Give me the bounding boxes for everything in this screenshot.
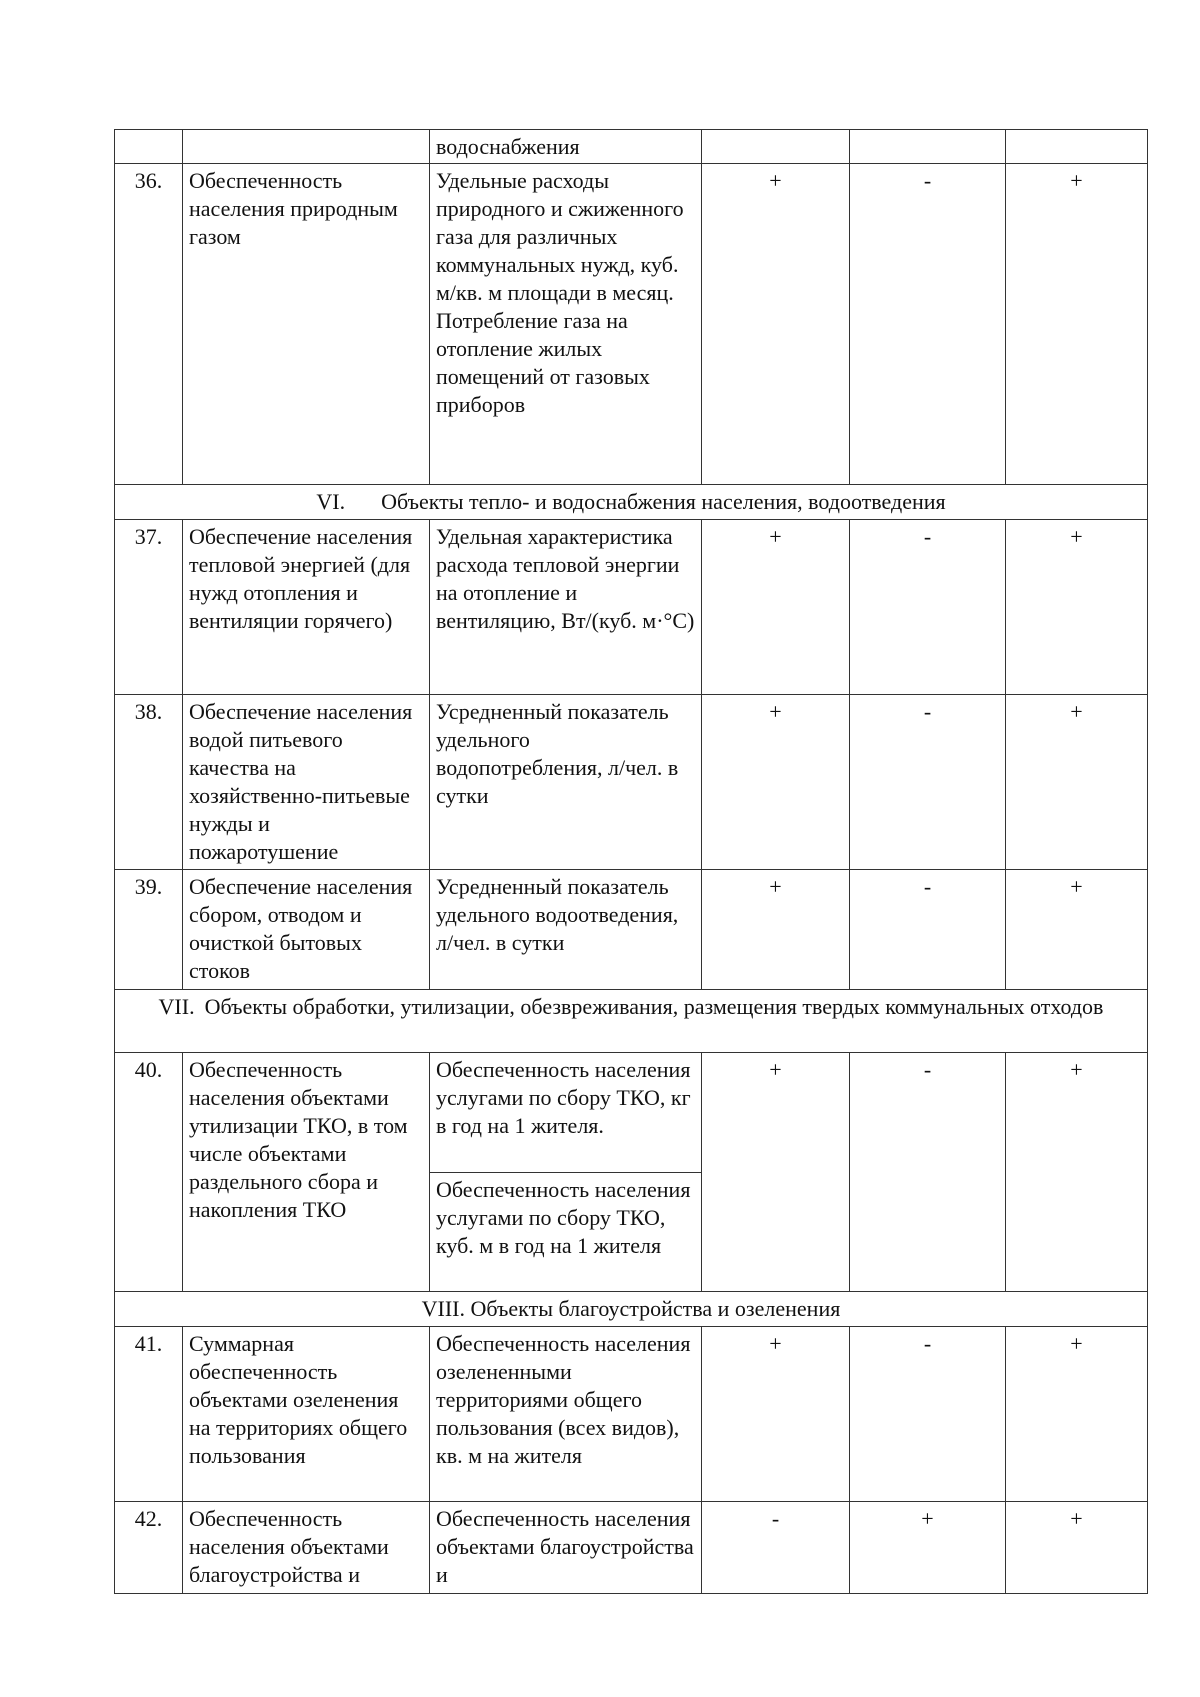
section-title: Объекты обработки, утилизации, обезвреживания, размещения твердых коммунальных отходов	[204, 994, 1104, 1019]
cell-mark-3: +	[1006, 1502, 1148, 1594]
cell-mark-3	[1006, 130, 1148, 164]
cell-mark-2: -	[850, 1327, 1006, 1502]
cell-indicator: Удельная характеристика расхода тепловой энергии на отопление и вентиляцию, Вт/(куб. м·°С)	[430, 520, 702, 695]
cell-mark-1: +	[702, 520, 850, 695]
cell-num: 40.	[115, 1053, 183, 1292]
cell-num: 41.	[115, 1327, 183, 1502]
table-row-40	[115, 1053, 1148, 1173]
table-row-38	[115, 695, 1148, 870]
table-row-42	[115, 1502, 1148, 1594]
cell-name: Обеспеченность населения природным газом	[183, 164, 430, 485]
cell-indicator: Обеспеченность населения озелененными территориями общего пользования (всех видов), кв. м на жителя	[430, 1327, 702, 1502]
indicators-table	[114, 129, 1148, 1594]
cell-mark-3: +	[1006, 695, 1148, 870]
indicator-paragraph: Потребление газа на отопление жилых помещений от газовых приборов	[436, 308, 650, 417]
indicator-paragraph: Удельные расходы природного и сжиженного газа для различных коммунальных нужд, куб. м/кв. м площади в месяц.	[436, 168, 684, 305]
cell-indicator: Обеспеченность населения услугами по сбору ТКО, куб. м в год на 1 жителя	[430, 1173, 702, 1292]
section-number: VII.	[158, 994, 195, 1019]
cell-mark-1: +	[702, 695, 850, 870]
section-heading	[115, 990, 1148, 1053]
cell-mark-3: +	[1006, 870, 1148, 990]
cell-name: Обеспеченность населения объектами утилизации ТКО, в том числе объектами раздельного сбора и накопления ТКО	[183, 1053, 430, 1292]
cell-mark-1	[702, 130, 850, 164]
cell-mark-3: +	[1006, 1053, 1148, 1292]
cell-mark-2: -	[850, 1053, 1006, 1292]
cell-mark-2: +	[850, 1502, 1006, 1594]
table-row-37	[115, 520, 1148, 695]
cell-name	[183, 130, 430, 164]
cell-name: Суммарная обеспеченность объектами озеленения на территориях общего пользования	[183, 1327, 430, 1502]
cell-name: Обеспечение населения водой питьевого качества на хозяйственно-питьевые нужды и пожаротушение	[183, 695, 430, 870]
cell-num: 39.	[115, 870, 183, 990]
cell-name: Обеспечение населения тепловой энергией (для нужд отопления и вентиляции горячего)	[183, 520, 430, 695]
cell-indicator: Усредненный показатель удельного водоотведения, л/чел. в сутки	[430, 870, 702, 990]
section-row-vii	[115, 990, 1148, 1053]
cell-indicator: Обеспеченность населения объектами благоустройства и	[430, 1502, 702, 1594]
section-heading	[115, 485, 1148, 520]
cell-mark-3: +	[1006, 164, 1148, 485]
cell-mark-1: +	[702, 1053, 850, 1292]
section-number: VI.	[316, 489, 346, 514]
cell-indicator	[430, 164, 702, 485]
table-row-continuation	[115, 130, 1148, 164]
cell-num	[115, 130, 183, 164]
cell-mark-1: -	[702, 1502, 850, 1594]
cell-num: 37.	[115, 520, 183, 695]
section-heading: VIII. Объекты благоустройства и озеленения	[115, 1292, 1148, 1327]
cell-mark-1: +	[702, 164, 850, 485]
cell-mark-1: +	[702, 1327, 850, 1502]
cell-mark-3: +	[1006, 1327, 1148, 1502]
cell-num: 36.	[115, 164, 183, 485]
section-row-vi	[115, 485, 1148, 520]
table-row-39	[115, 870, 1148, 990]
cell-num: 38.	[115, 695, 183, 870]
table-row-36	[115, 164, 1148, 485]
cell-mark-1: +	[702, 870, 850, 990]
cell-mark-3: +	[1006, 520, 1148, 695]
cell-name: Обеспечение населения сбором, отводом и очисткой бытовых стоков	[183, 870, 430, 990]
cell-name: Обеспеченность населения объектами благоустройства и	[183, 1502, 430, 1594]
section-row-viii	[115, 1292, 1148, 1327]
cell-mark-2: -	[850, 520, 1006, 695]
table-row-41	[115, 1327, 1148, 1502]
cell-num: 42.	[115, 1502, 183, 1594]
cell-indicator: Усредненный показатель удельного водопотребления, л/чел. в сутки	[430, 695, 702, 870]
cell-mark-2: -	[850, 870, 1006, 990]
cell-mark-2: -	[850, 164, 1006, 485]
cell-mark-2: -	[850, 695, 1006, 870]
cell-indicator: Обеспеченность населения услугами по сбору ТКО, кг в год на 1 жителя.	[430, 1053, 702, 1173]
section-title: Объекты тепло- и водоснабжения населения, водоотведения	[381, 489, 946, 514]
cell-indicator: водоснабжения	[430, 130, 702, 164]
cell-mark-2	[850, 130, 1006, 164]
